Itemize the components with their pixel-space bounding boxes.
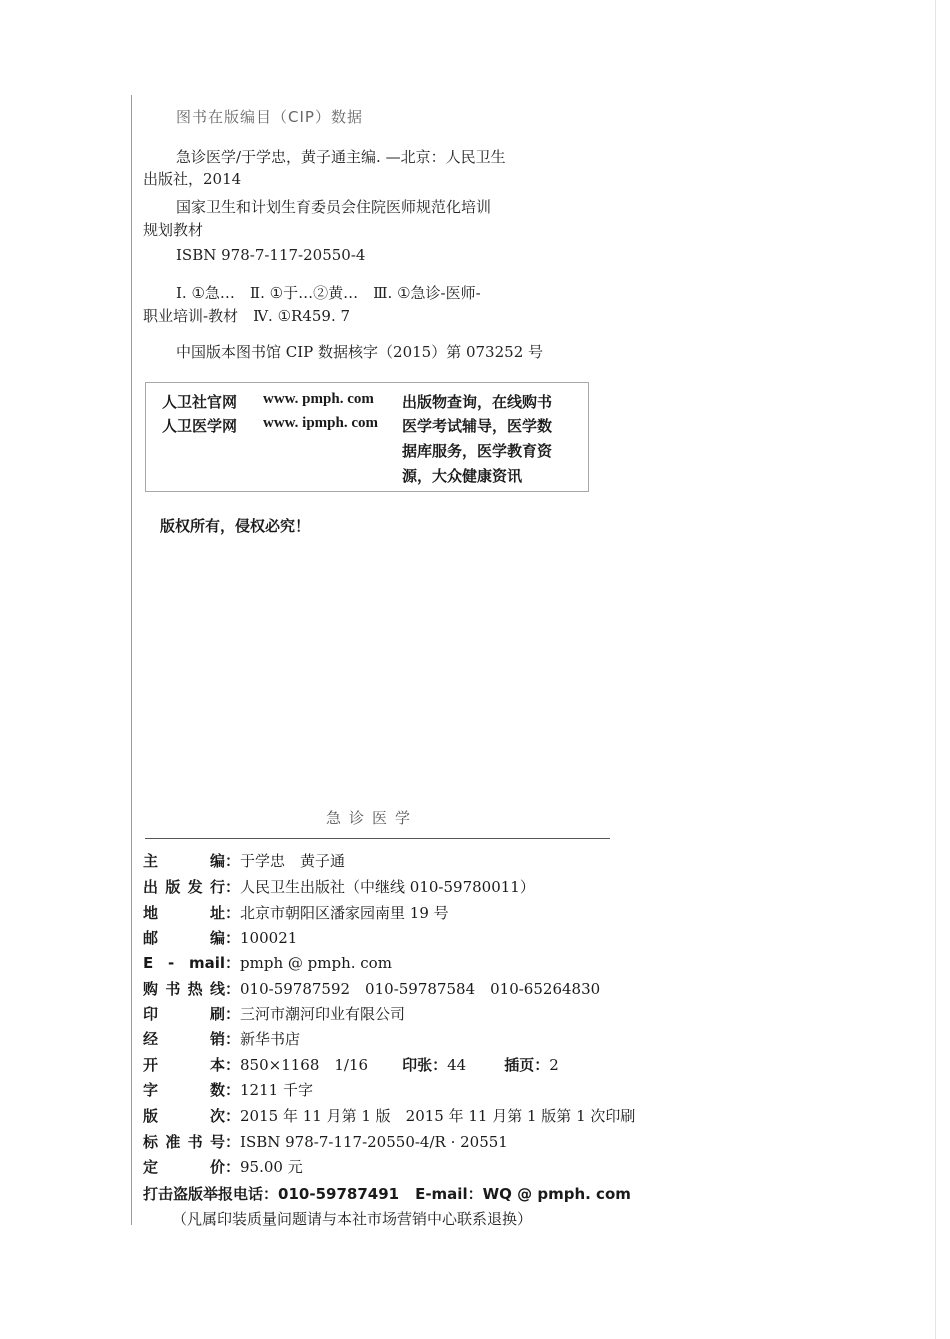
email-value[interactable]: pmph @ pmph. com bbox=[240, 954, 392, 972]
cip-line-5: ISBN 978-7-117-20550-4 bbox=[176, 246, 366, 264]
format-label: 开本 bbox=[143, 1056, 225, 1074]
editor-value: 于学忠 黄子通 bbox=[240, 852, 346, 870]
printer-label: 印刷 bbox=[143, 1005, 225, 1023]
row-edition: 版次：2015 年 11 月第 1 版 2015 年 11 月第 1 版第 1 次印刷 bbox=[143, 1107, 636, 1125]
site2-url[interactable]: www. ipmph. com bbox=[263, 415, 379, 431]
printer-value: 三河市潮河印业有限公司 bbox=[240, 1005, 406, 1023]
price-label: 定价 bbox=[143, 1158, 225, 1176]
site1-url[interactable]: www. pmph. com bbox=[263, 391, 374, 407]
edition-value: 2015 年 11 月第 1 版 2015 年 11 月第 1 版第 1 次印刷 bbox=[240, 1107, 636, 1125]
isbn-value: ISBN 978-7-117-20550-4/R · 20551 bbox=[240, 1133, 508, 1151]
piracy-email[interactable]: WQ @ pmph. com bbox=[482, 1185, 631, 1203]
row-isbn: 标准书号：ISBN 978-7-117-20550-4/R · 20551 bbox=[143, 1133, 508, 1151]
margin-rule bbox=[131, 95, 132, 1225]
hotline-value: 010-59787592 010-59787584 010-65264830 bbox=[240, 980, 601, 998]
row-email: E - mail：pmph @ pmph. com bbox=[143, 954, 392, 972]
row-words: 字数：1211 千字 bbox=[143, 1081, 313, 1099]
cip-title: 图书在版编目（CIP）数据 bbox=[176, 108, 363, 126]
website-box bbox=[145, 382, 589, 492]
publisher-value: 人民卫生出版社（中继线 010-59780011） bbox=[240, 878, 535, 896]
email-label: E - mail bbox=[143, 954, 225, 972]
row-price: 定价：95.00 元 bbox=[143, 1158, 303, 1176]
address-label: 地址 bbox=[143, 904, 225, 922]
price-value: 95.00 元 bbox=[240, 1158, 303, 1176]
inserts-label: 插页 bbox=[504, 1056, 535, 1074]
book-name: 急诊医学 bbox=[326, 809, 419, 827]
editor-label: 主编 bbox=[143, 852, 225, 870]
row-address: 地址：北京市朝阳区潘家园南里 19 号 bbox=[143, 904, 449, 922]
sheets-value: 44 bbox=[447, 1056, 467, 1074]
publisher-label: 出版发行 bbox=[143, 878, 225, 896]
row-hotline: 购书热线：010-59787592 010-59787584 010-65264830 bbox=[143, 980, 601, 998]
edition-label: 版次 bbox=[143, 1107, 225, 1125]
row-printer: 印刷：三河市潮河印业有限公司 bbox=[143, 1005, 406, 1023]
row-postcode: 邮编：100021 bbox=[143, 929, 298, 947]
site-desc-3: 据库服务，医学教育资 bbox=[402, 442, 553, 460]
cip-line-6: Ⅰ. ①急… Ⅱ. ①于…②黄… Ⅲ. ①急诊-医师- bbox=[176, 284, 481, 302]
piracy-phone: 010-59787491 bbox=[278, 1185, 400, 1203]
cip-line-8: 中国版本图书馆 CIP 数据核字（2015）第 073252 号 bbox=[176, 343, 544, 361]
piracy-label: 打击盗版举报电话 bbox=[143, 1185, 264, 1203]
piracy-email-label: E-mail bbox=[415, 1185, 468, 1203]
site-desc-4: 源，大众健康资讯 bbox=[402, 467, 523, 485]
row-piracy: 打击盗版举报电话：010-59787491 E-mail：WQ @ pmph. com bbox=[143, 1185, 631, 1203]
distributor-label: 经销 bbox=[143, 1030, 225, 1048]
cip-line-3: 国家卫生和计划生育委员会住院医师规范化培训 bbox=[176, 198, 492, 216]
page-edge bbox=[935, 0, 936, 1339]
postcode-value: 100021 bbox=[240, 929, 298, 947]
words-label: 字数 bbox=[143, 1081, 225, 1099]
postcode-label: 邮编 bbox=[143, 929, 225, 947]
isbn-label: 标准书号 bbox=[143, 1133, 225, 1151]
cip-line-7: 职业培训-教材 Ⅳ. ①R459. 7 bbox=[143, 307, 351, 325]
sheets-label: 印张 bbox=[402, 1056, 433, 1074]
cip-line-2: 出版社，2014 bbox=[143, 170, 242, 188]
site-desc-1: 出版物查询，在线购书 bbox=[402, 393, 553, 411]
colophon-rule bbox=[145, 838, 610, 839]
cip-line-4: 规划教材 bbox=[143, 221, 204, 239]
site-desc-2: 医学考试辅导，医学数 bbox=[402, 417, 553, 435]
site1-name: 人卫社官网 bbox=[162, 393, 238, 411]
address-value: 北京市朝阳区潘家园南里 19 号 bbox=[240, 904, 449, 922]
hotline-label: 购书热线 bbox=[143, 980, 225, 998]
row-format: 开本：850×1168 1/16 印张：44 插页：2 bbox=[143, 1056, 559, 1074]
site2-name: 人卫医学网 bbox=[162, 417, 238, 435]
inserts-value: 2 bbox=[549, 1056, 559, 1074]
row-editor: 主编：于学忠 黄子通 bbox=[143, 852, 346, 870]
row-distributor: 经销：新华书店 bbox=[143, 1030, 301, 1048]
words-value: 1211 千字 bbox=[240, 1081, 313, 1099]
copyright-notice: 版权所有，侵权必究！ bbox=[160, 517, 311, 535]
row-publisher: 出版发行：人民卫生出版社（中继线 010-59780011） bbox=[143, 878, 535, 896]
cip-line-1: 急诊医学/于学忠，黄子通主编. —北京：人民卫生 bbox=[176, 148, 506, 166]
distributor-value: 新华书店 bbox=[240, 1030, 301, 1048]
footnote: （凡属印装质量问题请与本社市场营销中心联系退换） bbox=[172, 1210, 533, 1228]
format-value: 850×1168 1/16 bbox=[240, 1056, 369, 1074]
